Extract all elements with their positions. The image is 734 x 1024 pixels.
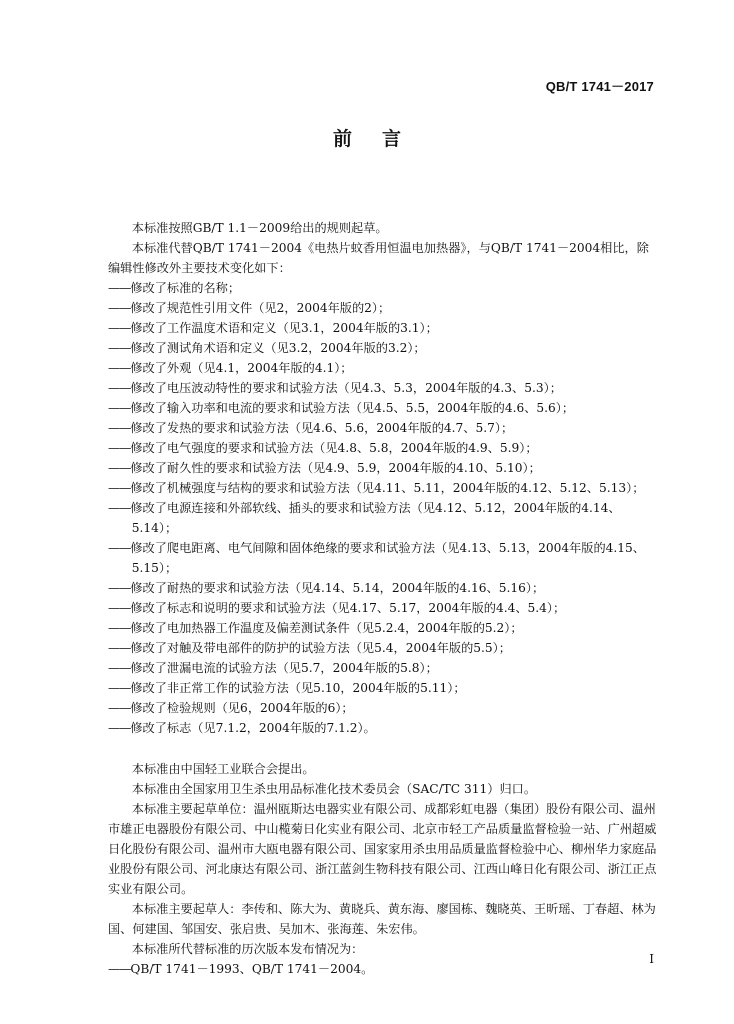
closing-paragraph: 本标准由中国轻工业联合会提出。 [131,762,315,776]
list-item-text: 修改了耐热的要求和试验方法（见4.14、5.14，2004年版的4.16、5.16）； [130,581,545,595]
list-dash: —— [108,621,131,635]
page-title: 前言 [332,128,431,150]
list-item-text: 修改了外观（见4.1，2004年版的4.1）； [130,361,353,375]
list-dash: —— [108,661,131,675]
list-item-text: 修改了耐久性的要求和试验方法（见4.9、5.9，2004年版的4.10、5.10）； [130,461,541,475]
list-item-text: 修改了发热的要求和试验方法（见4.6、5.6，2004年版的4.7、5.7）； [130,421,514,435]
history-item [108,959,658,979]
list-dash: —— [108,962,131,976]
list-item-text: 修改了爬电距离、电气间隙和固体绝缘的要求和试验方法（见4.13、5.13，2004年版的4.15、5.15）； [130,541,645,575]
spacer [108,738,658,759]
closing-paragraph: 本标准所代替标准的历次版本发布情况为： [131,942,364,956]
list-dash: —— [108,681,131,695]
list-dash: —— [108,321,131,335]
list-dash: —— [108,381,131,395]
list-item [108,418,658,438]
list-dash: —— [108,721,131,735]
intro-paragraph: 本标准按照GB/T 1.1－2009给出的规则起草。 [131,221,388,235]
list-dash: —— [108,421,131,435]
closing-paragraph: 本标准主要起草人：李传和、陈大为、黄晓兵、黄东海、廖国栋、魏晓英、王昕瑶、丁春超、林为国、何建国、邹国安、张启贵、吴加木、张海莲、朱宏伟。 [108,902,656,936]
list-item-text: 修改了工作温度术语和定义（见3.1，2004年版的3.1）； [130,321,438,335]
closing-paragraph: 本标准主要起草单位：温州瓯斯达电器实业有限公司、成都彩虹电器（集团）股份有限公司、温州市雄正电器股份有限公司、中山榄菊日化实业有限公司、北京市轻工产品质量监督检验一站、广州超威日化股份有限公司、温州市大瓯电器有限公司、国家家用杀虫用品质量监督检验中心、柳州华力家庭品业股份有限公司、河北康达有限公司、浙江蓝剑生物科技有限公司、江西山峰日化有限公司、浙江正点实业有限公司。 [108,802,657,896]
standard-id: QB/T 1741－2017 [545,79,654,94]
list-item-text: 修改了规范性引用文件（见2，2004年版的2）； [130,301,391,315]
list-item [108,598,658,618]
list-item-text: 修改了电气强度的要求和试验方法（见4.8、5.8，2004年版的4.9、5.9）； [130,441,538,455]
list-item [108,318,658,338]
intro-paragraph: 本标准代替QB/T 1741－2004《电热片蚊香用恒温电加热器》，与QB/T 1741－2004相比，除编辑性修改外主要技术变化如下： [108,241,649,275]
list-item [108,358,658,378]
list-dash: —— [108,361,131,375]
list-item [108,718,658,738]
list-dash: —— [108,601,131,615]
list-item [108,618,658,638]
list-item [108,278,658,298]
list-item [108,578,658,598]
list-dash: —— [108,501,131,515]
page-number: I [649,952,654,966]
list-dash: —— [108,581,131,595]
list-dash: —— [108,541,131,555]
list-dash: —— [108,441,131,455]
list-item [108,658,658,678]
foreword-body [108,218,658,979]
list-item-text: 修改了电压波动特性的要求和试验方法（见4.3、5.3，2004年版的4.3、5.3）； [130,381,562,395]
closing-paragraph: 本标准由全国家用卫生杀虫用品标准化技术委员会（SAC/TC 311）归口。 [131,782,537,796]
list-item-text: 修改了检验规则（见6，2004年版的6）； [130,701,354,715]
list-item [108,458,658,478]
list-dash: —— [108,701,131,715]
list-item [108,298,658,318]
list-dash: —— [108,641,131,655]
list-item [108,538,658,578]
list-dash: —— [108,281,131,295]
list-item-text: 修改了测试角术语和定义（见3.2，2004年版的3.2）； [130,341,426,355]
list-item-text: 修改了非正常工作的试验方法（见5.10，2004年版的5.11）； [130,681,466,695]
list-item-text: 修改了电加热器工作温度及偏差测试条件（见5.2.4，2004年版的5.2）； [130,621,523,635]
list-dash: —— [108,461,131,475]
list-item [108,498,658,538]
list-item-text: 修改了电源连接和外部软线、插头的要求和试验方法（见4.12、5.12，2004年版的4.14、5.14）； [130,501,621,535]
list-item-text: 修改了标志和说明的要求和试验方法（见4.17、5.17，2004年版的4.4、5.4）； [130,601,566,615]
list-item-text: 修改了机械强度与结构的要求和试验方法（见4.11、5.11，2004年版的4.12、5.12、5.13）； [130,481,645,495]
list-dash: —— [108,341,131,355]
list-item-text: 修改了泄漏电流的试验方法（见5.7，2004年版的5.8）； [130,661,438,675]
list-item [108,698,658,718]
list-item [108,338,658,358]
list-dash: —— [108,481,131,495]
list-item [108,678,658,698]
list-item-text: 修改了标志（见7.1.2，2004年版的7.1.2）。 [130,721,376,735]
list-dash: —— [108,401,131,415]
history-text: QB/T 1741－1993、QB/T 1741－2004。 [130,962,374,976]
list-item [108,398,658,418]
list-dash: —— [108,301,131,315]
list-item [108,438,658,458]
list-item-text: 修改了输入功率和电流的要求和试验方法（见4.5、5.5，2004年版的4.6、5.6）； [130,401,575,415]
list-item [108,478,658,498]
list-item-text: 修改了标准的名称； [130,281,241,295]
list-item [108,378,658,398]
list-item [108,638,658,658]
list-item-text: 修改了对触及带电部件的防护的试验方法（见5.4，2004年版的5.5）； [130,641,511,655]
changes-list [108,278,658,738]
